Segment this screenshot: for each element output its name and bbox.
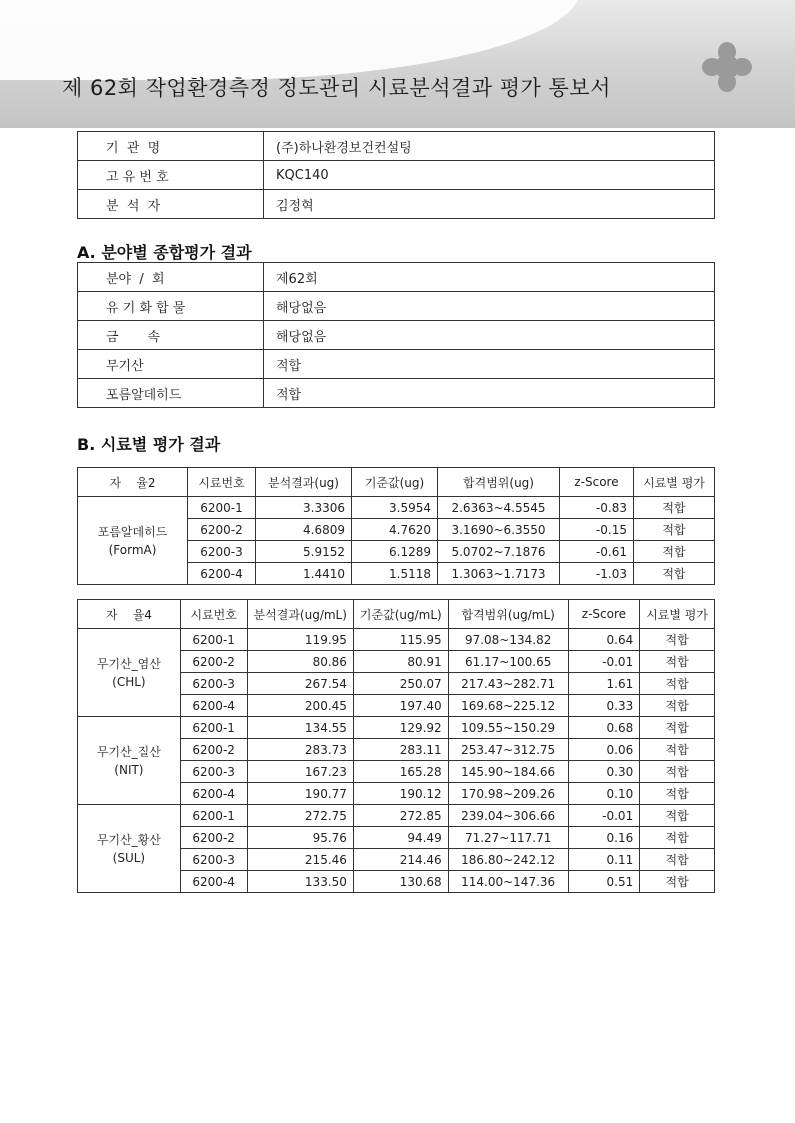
column-header: 시료별 평가 <box>640 600 715 629</box>
section-b-title: B. 시료별 평가 결과 <box>77 435 221 454</box>
evaluation-cell: 적합 <box>634 497 715 519</box>
evaluation-cell: 적합 <box>634 563 715 585</box>
evaluation-cell: 적합 <box>634 541 715 563</box>
acceptance-range-cell: 170.98~209.26 <box>448 783 568 805</box>
table-row <box>78 629 715 651</box>
info-row <box>78 161 715 190</box>
reference-value-cell: 6.1289 <box>352 541 438 563</box>
sample-id-cell: 6200-3 <box>180 849 247 871</box>
summary-table <box>77 262 715 408</box>
analysis-result-cell: 134.55 <box>247 717 353 739</box>
group-name: 무기산_염산 <box>96 656 161 671</box>
reference-value-cell: 283.11 <box>353 739 448 761</box>
acceptance-range-cell: 71.27~117.71 <box>448 827 568 849</box>
info-table <box>77 131 715 219</box>
column-header: 시료번호 <box>180 600 247 629</box>
acceptance-range-cell: 97.08~134.82 <box>448 629 568 651</box>
sample-id-cell: 6200-3 <box>180 761 247 783</box>
evaluation-cell: 적합 <box>640 673 715 695</box>
section-a-title: A. 분야별 종합평가 결과 <box>77 243 252 262</box>
acceptance-range-cell: 109.55~150.29 <box>448 717 568 739</box>
cross-logo-icon <box>700 40 754 94</box>
acceptance-range-cell: 3.1690~6.3550 <box>438 519 560 541</box>
summary-row <box>78 292 715 321</box>
acceptance-range-cell: 186.80~242.12 <box>448 849 568 871</box>
reference-value-cell: 1.5118 <box>352 563 438 585</box>
column-header: 시료번호 <box>188 468 256 497</box>
group-code: (SUL) <box>112 850 146 865</box>
summary-value: 제62회 <box>264 263 715 292</box>
reference-value-cell: 190.12 <box>353 783 448 805</box>
analysis-result-cell: 133.50 <box>247 871 353 893</box>
reference-value-cell: 214.46 <box>353 849 448 871</box>
sample-id-cell: 6200-4 <box>180 783 247 805</box>
evaluation-cell: 적합 <box>640 871 715 893</box>
sample-id-cell: 6200-2 <box>180 739 247 761</box>
reference-value-cell: 129.92 <box>353 717 448 739</box>
z-score-cell: -0.61 <box>560 541 634 563</box>
z-score-cell: -0.01 <box>568 651 640 673</box>
evaluation-cell: 적합 <box>634 519 715 541</box>
evaluation-cell: 적합 <box>640 827 715 849</box>
summary-row <box>78 379 715 408</box>
info-label: 기 관 명 <box>78 132 264 161</box>
acceptance-range-cell: 5.0702~7.1876 <box>438 541 560 563</box>
analysis-result-cell: 80.86 <box>247 651 353 673</box>
acceptance-range-cell: 145.90~184.66 <box>448 761 568 783</box>
group-code: (CHL) <box>112 674 146 689</box>
z-score-cell: 0.68 <box>568 717 640 739</box>
sample-id-cell: 6200-1 <box>180 629 247 651</box>
group-cell <box>78 805 181 893</box>
reference-value-cell: 165.28 <box>353 761 448 783</box>
group-name: 무기산_질산 <box>96 744 161 759</box>
evaluation-cell: 적합 <box>640 805 715 827</box>
sample-id-cell: 6200-4 <box>180 695 247 717</box>
group-name: 포름알데히드 <box>97 524 168 539</box>
reference-value-cell: 197.40 <box>353 695 448 717</box>
info-row <box>78 132 715 161</box>
column-header: 합격범위(ug/mL) <box>448 600 568 629</box>
info-label: 고 유 번 호 <box>78 161 264 190</box>
acceptance-range-cell: 253.47~312.75 <box>448 739 568 761</box>
summary-row <box>78 350 715 379</box>
z-score-cell: 0.33 <box>568 695 640 717</box>
column-header: z-Score <box>560 468 634 497</box>
summary-label: 무기산 <box>78 350 264 379</box>
acceptance-range-cell: 61.17~100.65 <box>448 651 568 673</box>
analysis-result-cell: 95.76 <box>247 827 353 849</box>
sample-id-cell: 6200-2 <box>180 651 247 673</box>
page-title: 제 62회 작업환경측정 정도관리 시료분석결과 평가 통보서 <box>62 76 611 100</box>
reference-value-cell: 130.68 <box>353 871 448 893</box>
sample-id-cell: 6200-1 <box>180 805 247 827</box>
acceptance-range-cell: 239.04~306.66 <box>448 805 568 827</box>
analysis-result-cell: 167.23 <box>247 761 353 783</box>
z-score-cell: 0.30 <box>568 761 640 783</box>
group-cell <box>78 497 188 585</box>
analysis-result-cell: 5.9152 <box>256 541 352 563</box>
z-score-cell: -1.03 <box>560 563 634 585</box>
summary-value: 적합 <box>264 350 715 379</box>
column-header: 기준값(ug/mL) <box>353 600 448 629</box>
analysis-result-cell: 200.45 <box>247 695 353 717</box>
summary-value: 해당없음 <box>264 321 715 350</box>
sample-id-cell: 6200-1 <box>188 497 256 519</box>
group-code: (NIT) <box>114 762 144 777</box>
column-header: 자 율4 <box>78 600 181 629</box>
analysis-result-cell: 1.4410 <box>256 563 352 585</box>
evaluation-cell: 적합 <box>640 695 715 717</box>
acceptance-range-cell: 2.6363~4.5545 <box>438 497 560 519</box>
group-cell <box>78 629 181 717</box>
column-header: 분석결과(ug/mL) <box>247 600 353 629</box>
column-header: z-Score <box>568 600 640 629</box>
analysis-result-cell: 190.77 <box>247 783 353 805</box>
analysis-result-cell: 272.75 <box>247 805 353 827</box>
summary-value: 적합 <box>264 379 715 408</box>
z-score-cell: 0.64 <box>568 629 640 651</box>
z-score-cell: -0.83 <box>560 497 634 519</box>
sample-id-cell: 6200-2 <box>180 827 247 849</box>
sample-id-cell: 6200-4 <box>180 871 247 893</box>
summary-row <box>78 321 715 350</box>
z-score-cell: 0.51 <box>568 871 640 893</box>
info-value: (주)하나환경보건컨설팅 <box>264 132 715 161</box>
z-score-cell: -0.01 <box>568 805 640 827</box>
evaluation-cell: 적합 <box>640 717 715 739</box>
z-score-cell: 0.11 <box>568 849 640 871</box>
analysis-result-cell: 3.3306 <box>256 497 352 519</box>
reference-value-cell: 250.07 <box>353 673 448 695</box>
info-value: KQC140 <box>264 161 715 190</box>
analysis-result-cell: 119.95 <box>247 629 353 651</box>
z-score-cell: -0.15 <box>560 519 634 541</box>
z-score-cell: 1.61 <box>568 673 640 695</box>
column-header: 합격범위(ug) <box>438 468 560 497</box>
reference-value-cell: 115.95 <box>353 629 448 651</box>
summary-label: 유 기 화 합 물 <box>78 292 264 321</box>
column-header: 시료별 평가 <box>634 468 715 497</box>
sample-id-cell: 6200-4 <box>188 563 256 585</box>
reference-value-cell: 3.5954 <box>352 497 438 519</box>
reference-value-cell: 272.85 <box>353 805 448 827</box>
analysis-result-cell: 4.6809 <box>256 519 352 541</box>
sample-id-cell: 6200-2 <box>188 519 256 541</box>
column-header: 분석결과(ug) <box>256 468 352 497</box>
sample-id-cell: 6200-3 <box>180 673 247 695</box>
summary-row <box>78 263 715 292</box>
reference-value-cell: 80.91 <box>353 651 448 673</box>
analysis-result-cell: 283.73 <box>247 739 353 761</box>
evaluation-cell: 적합 <box>640 739 715 761</box>
acceptance-range-cell: 1.3063~1.7173 <box>438 563 560 585</box>
evaluation-cell: 적합 <box>640 783 715 805</box>
table-row <box>78 805 715 827</box>
acceptance-range-cell: 217.43~282.71 <box>448 673 568 695</box>
column-header: 자 율2 <box>78 468 188 497</box>
summary-label: 분야 / 회 <box>78 263 264 292</box>
reference-value-cell: 94.49 <box>353 827 448 849</box>
info-label: 분 석 자 <box>78 190 264 219</box>
table-row <box>78 497 715 519</box>
analysis-result-cell: 267.54 <box>247 673 353 695</box>
result-table-1 <box>77 467 715 585</box>
sample-id-cell: 6200-3 <box>188 541 256 563</box>
group-code: (FormA) <box>108 542 157 557</box>
analysis-result-cell: 215.46 <box>247 849 353 871</box>
acceptance-range-cell: 114.00~147.36 <box>448 871 568 893</box>
group-name: 무기산_황산 <box>96 832 161 847</box>
reference-value-cell: 4.7620 <box>352 519 438 541</box>
summary-label: 포름알데히드 <box>78 379 264 408</box>
column-header: 기준값(ug) <box>352 468 438 497</box>
evaluation-cell: 적합 <box>640 651 715 673</box>
table-row <box>78 717 715 739</box>
summary-label: 금 속 <box>78 321 264 350</box>
z-score-cell: 0.16 <box>568 827 640 849</box>
group-cell <box>78 717 181 805</box>
evaluation-cell: 적합 <box>640 849 715 871</box>
evaluation-cell: 적합 <box>640 629 715 651</box>
result-table-2 <box>77 599 715 893</box>
acceptance-range-cell: 169.68~225.12 <box>448 695 568 717</box>
z-score-cell: 0.06 <box>568 739 640 761</box>
z-score-cell: 0.10 <box>568 783 640 805</box>
info-value: 김정혁 <box>264 190 715 219</box>
summary-value: 해당없음 <box>264 292 715 321</box>
sample-id-cell: 6200-1 <box>180 717 247 739</box>
info-row <box>78 190 715 219</box>
evaluation-cell: 적합 <box>640 761 715 783</box>
